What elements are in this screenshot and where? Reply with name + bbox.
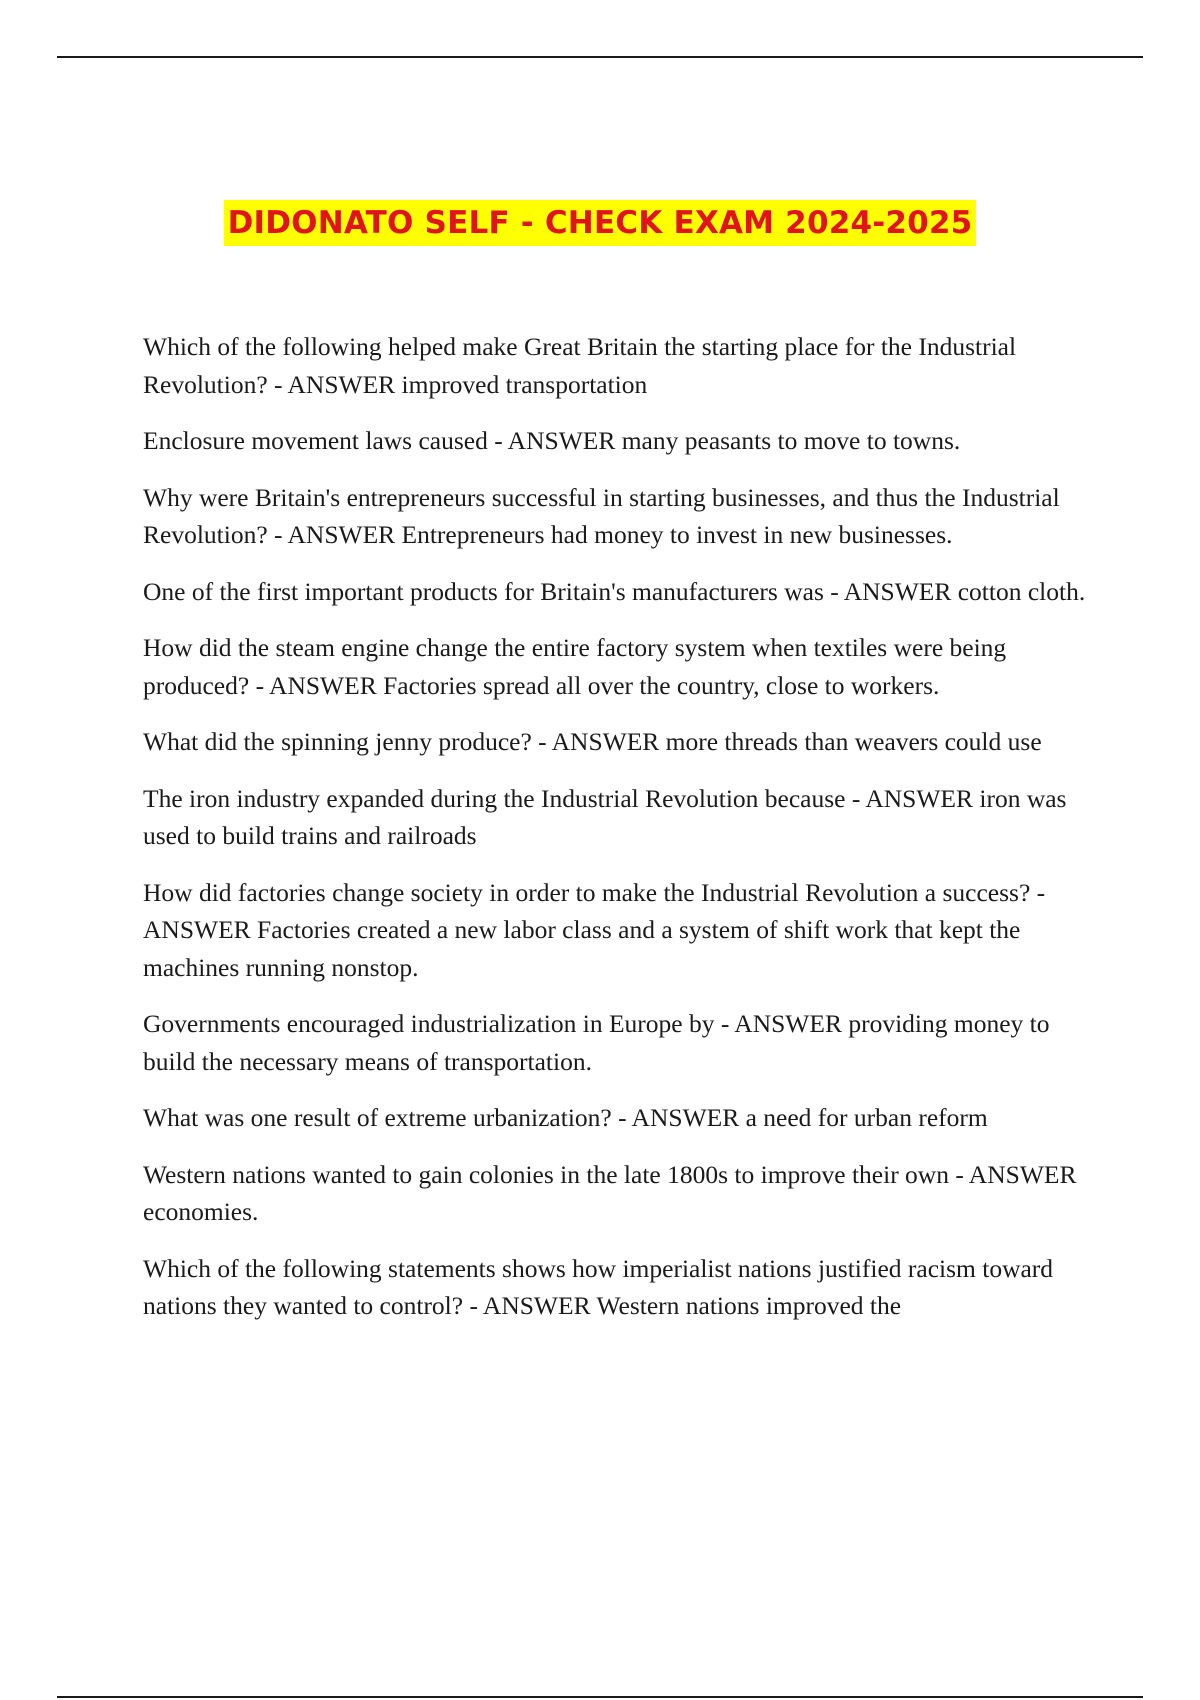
qa-item: Which of the following statements shows how imperialist nations justified racism toward nations they wanted to control? - ANSWER Western nations improved the	[143, 1253, 1054, 1320]
qa-item: Governments encouraged industrialization in Europe by - ANSWER providing money to build the necessary means of transportation.	[143, 1009, 1050, 1076]
qa-item: What did the spinning jenny produce? - ANSWER more threads than weavers could use	[143, 727, 1042, 756]
bottom-rule	[57, 1696, 1143, 1698]
document-title: DIDONATO SELF - CHECK EXAM 2024-2025	[224, 200, 977, 246]
qa-item: How did factories change society in order to make the Industrial Revolution a success? - ANSWER Factories created a new labor class and a system of shift work that kept the machines running nonstop.	[143, 877, 1046, 982]
qa-item: Why were Britain's entrepreneurs successful in starting businesses, and thus the Industrial Revolution? - ANSWER Entrepreneurs had money to invest in new businesses.	[143, 482, 1060, 549]
qa-item: What was one result of extreme urbanization? - ANSWER a need for urban reform	[143, 1103, 988, 1132]
qa-item: One of the first important products for Britain's manufacturers was - ANSWER cotton cloth.	[143, 576, 1086, 606]
title-container	[0, 200, 1200, 246]
qa-item: The iron industry expanded during the Industrial Revolution because - ANSWER iron was used to build trains and railroads	[143, 783, 1067, 850]
qa-item: How did the steam engine change the entire factory system when textiles were being produced? - ANSWER Factories spread all over the country, close to workers.	[143, 633, 1007, 700]
qa-item: Western nations wanted to gain colonies in the late 1800s to improve their own - ANSWER economies.	[143, 1159, 1077, 1226]
qa-item: Enclosure movement laws caused - ANSWER many peasants to move to towns.	[143, 426, 961, 455]
qa-item: Which of the following helped make Great Britain the starting place for the Industrial Revolution? - ANSWER improved transportation	[143, 332, 1017, 399]
top-rule	[57, 56, 1143, 58]
qa-list	[143, 328, 1103, 1344]
